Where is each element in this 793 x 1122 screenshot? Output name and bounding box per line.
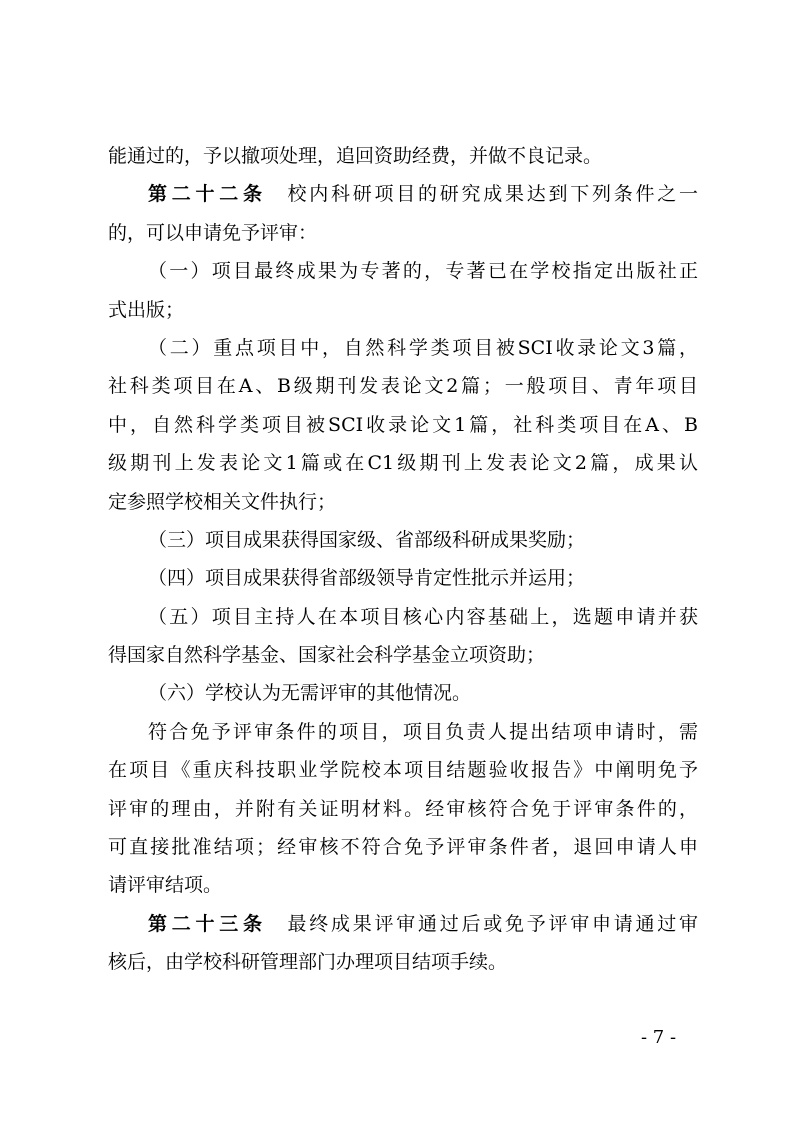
text-line: 符合免予评审条件的项目，项目负责人提出结项申请时，需 [148,720,698,743]
text-line: 可直接批准结项；经审核不符合免予评审条件者，退回申请人申 [108,836,698,859]
text-line: （二）重点项目中，自然科学类项目被SCI收录论文3篇， [148,336,698,359]
article-22-heading: 第二十二条 [148,183,267,206]
text-line: 在项目《重庆科技职业学院校本项目结题验收报告》中阐明免予 [108,759,698,782]
article-23-heading: 第二十三条 [148,912,267,935]
text-line: 定参照学校相关文件执行； [108,490,337,513]
text-line: 式出版； [108,298,185,321]
article-23-text: 最终成果评审通过后或免予评审申请通过审 [284,912,698,935]
document-body [108,137,698,982]
article-23-line [108,905,698,943]
text-line: 得国家自然科学基金、国家社会科学基金立项资助； [108,644,546,667]
text-line: 核后，由学校科研管理部门办理项目结项手续。 [108,951,508,974]
text-line: 能通过的，予以撤项处理，追回资助经费，并做不良记录。 [108,145,603,167]
text-line: 评审的理由，并附有关证明材料。经审核符合免于评审条件的， [108,797,698,820]
text-line: 级期刊上发表论文1篇或在C1级期刊上发表论文2篇，成果认 [108,452,698,475]
text-line: （五）项目主持人在本项目核心内容基础上，选题申请并获 [148,605,698,628]
text-line: 中，自然科学类项目被SCI收录论文1篇，社科类项目在A、B [108,413,698,436]
text-line: 请评审结项。 [108,874,223,897]
page-number: - 7 - [641,1027,677,1048]
text-line: 社科类项目在A、B级期刊发表论文2篇；一般项目、青年项目 [108,375,698,398]
article-22-line [108,175,698,213]
text-line: 的，可以申请免予评审： [108,221,318,244]
text-line: （三）项目成果获得国家级、省部级科研成果奖励； [148,528,586,551]
text-line: （四）项目成果获得省部级领导肯定性批示并运用； [148,567,586,590]
text-line: （六）学校认为无需评审的其他情况。 [148,682,472,705]
text-line: （一）项目最终成果为专著的，专著已在学校指定出版社正 [148,260,698,283]
article-22-text: 校内科研项目的研究成果达到下列条件之一 [284,183,698,206]
